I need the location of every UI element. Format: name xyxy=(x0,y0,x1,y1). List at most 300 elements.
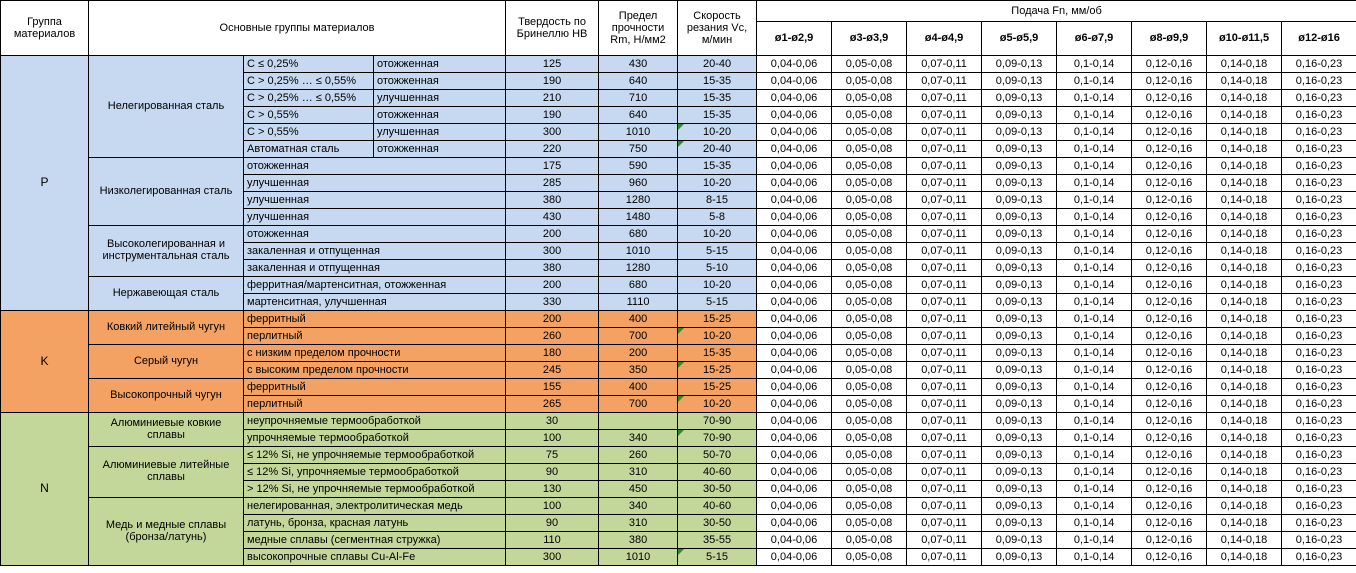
feed-value-cell: 0,14-0,18 xyxy=(1207,464,1282,481)
feed-diameter-header: ø5-ø5,9 xyxy=(982,22,1057,56)
feed-value-cell: 0,09-0,13 xyxy=(982,226,1057,243)
feed-value-cell: 0,12-0,16 xyxy=(1132,498,1207,515)
header-brinell-hardness: Твердость по Бринеллю HB xyxy=(506,1,599,56)
material-state-cell: отожженная xyxy=(374,73,506,90)
strength-cell: 1010 xyxy=(599,549,678,566)
strength-cell: 1480 xyxy=(599,209,678,226)
header-tensile-strength: Предел прочности Rm, Н/мм2 xyxy=(599,1,678,56)
feed-value-cell: 0,1-0,14 xyxy=(1057,294,1132,311)
feed-value-cell: 0,1-0,14 xyxy=(1057,192,1132,209)
speed-cell: 15-35 xyxy=(678,158,757,175)
feed-value-cell: 0,16-0,23 xyxy=(1282,464,1356,481)
feed-value-cell: 0,1-0,14 xyxy=(1057,124,1132,141)
hardness-cell: 180 xyxy=(506,345,599,362)
speed-cell: 35-55 xyxy=(678,532,757,549)
speed-cell: 10-20 xyxy=(678,226,757,243)
feed-value-cell: 0,14-0,18 xyxy=(1207,294,1282,311)
feed-value-cell: 0,04-0,06 xyxy=(757,158,832,175)
hardness-cell: 125 xyxy=(506,56,599,73)
feed-value-cell: 0,07-0,11 xyxy=(907,498,982,515)
feed-value-cell: 0,05-0,08 xyxy=(832,175,907,192)
feed-value-cell: 0,1-0,14 xyxy=(1057,311,1132,328)
speed-cell: 70-90 xyxy=(678,430,757,447)
material-row xyxy=(1,413,1356,430)
feed-value-cell: 0,07-0,11 xyxy=(907,141,982,158)
hardness-cell: 210 xyxy=(506,90,599,107)
hardness-cell: 330 xyxy=(506,294,599,311)
speed-cell: 15-25 xyxy=(678,311,757,328)
feed-value-cell: 0,04-0,06 xyxy=(757,277,832,294)
feed-value-cell: 0,09-0,13 xyxy=(982,311,1057,328)
feed-value-cell: 0,12-0,16 xyxy=(1132,243,1207,260)
feed-value-cell: 0,04-0,06 xyxy=(757,481,832,498)
material-detail-cell: с высоким пределом прочности xyxy=(244,362,506,379)
feed-value-cell: 0,1-0,14 xyxy=(1057,209,1132,226)
feed-value-cell: 0,07-0,11 xyxy=(907,209,982,226)
material-row xyxy=(1,56,1356,73)
material-row xyxy=(1,158,1356,175)
material-detail-cell: C > 0,25% … ≤ 0,55% xyxy=(244,90,374,107)
feed-value-cell: 0,14-0,18 xyxy=(1207,532,1282,549)
speed-cell: 10-20 xyxy=(678,124,757,141)
material-detail-cell: мартенситная, улучшенная xyxy=(244,294,506,311)
feed-value-cell: 0,04-0,06 xyxy=(757,73,832,90)
subgroup-name-cell: Высокопрочный чугун xyxy=(89,379,244,413)
feed-value-cell: 0,09-0,13 xyxy=(982,498,1057,515)
feed-value-cell: 0,07-0,11 xyxy=(907,379,982,396)
feed-value-cell: 0,05-0,08 xyxy=(832,532,907,549)
hardness-cell: 190 xyxy=(506,107,599,124)
speed-cell: 30-50 xyxy=(678,481,757,498)
strength-cell xyxy=(599,413,678,430)
feed-value-cell: 0,04-0,06 xyxy=(757,328,832,345)
strength-cell: 450 xyxy=(599,481,678,498)
feed-value-cell: 0,04-0,06 xyxy=(757,413,832,430)
feed-value-cell: 0,04-0,06 xyxy=(757,56,832,73)
feed-value-cell: 0,07-0,11 xyxy=(907,243,982,260)
material-detail-cell: неупрочняемые термообработкой xyxy=(244,413,506,430)
feed-value-cell: 0,14-0,18 xyxy=(1207,175,1282,192)
feed-value-cell: 0,05-0,08 xyxy=(832,430,907,447)
subgroup-name-cell: Нелегированная сталь xyxy=(89,56,244,158)
feed-value-cell: 0,16-0,23 xyxy=(1282,141,1356,158)
feed-value-cell: 0,09-0,13 xyxy=(982,107,1057,124)
feed-value-cell: 0,05-0,08 xyxy=(832,107,907,124)
feed-value-cell: 0,12-0,16 xyxy=(1132,328,1207,345)
speed-cell: 50-70 xyxy=(678,447,757,464)
feed-value-cell: 0,09-0,13 xyxy=(982,277,1057,294)
hardness-cell: 245 xyxy=(506,362,599,379)
feed-value-cell: 0,07-0,11 xyxy=(907,515,982,532)
feed-value-cell: 0,07-0,11 xyxy=(907,90,982,107)
feed-value-cell: 0,07-0,11 xyxy=(907,481,982,498)
hardness-cell: 260 xyxy=(506,328,599,345)
feed-value-cell: 0,12-0,16 xyxy=(1132,192,1207,209)
feed-value-cell: 0,16-0,23 xyxy=(1282,124,1356,141)
feed-value-cell: 0,14-0,18 xyxy=(1207,379,1282,396)
feed-value-cell: 0,04-0,06 xyxy=(757,345,832,362)
material-detail-cell: латунь, бронза, красная латунь xyxy=(244,515,506,532)
speed-cell: 5-15 xyxy=(678,294,757,311)
feed-value-cell: 0,16-0,23 xyxy=(1282,107,1356,124)
feed-value-cell: 0,1-0,14 xyxy=(1057,175,1132,192)
material-detail-cell: перлитный xyxy=(244,328,506,345)
feed-value-cell: 0,12-0,16 xyxy=(1132,124,1207,141)
feed-value-cell: 0,09-0,13 xyxy=(982,379,1057,396)
material-detail-cell: нелегированная, электролитическая медь xyxy=(244,498,506,515)
hardness-cell: 300 xyxy=(506,243,599,260)
feed-value-cell: 0,05-0,08 xyxy=(832,311,907,328)
feed-value-cell: 0,05-0,08 xyxy=(832,515,907,532)
feed-value-cell: 0,16-0,23 xyxy=(1282,532,1356,549)
speed-cell: 15-35 xyxy=(678,107,757,124)
feed-value-cell: 0,09-0,13 xyxy=(982,345,1057,362)
feed-value-cell: 0,07-0,11 xyxy=(907,294,982,311)
feed-value-cell: 0,09-0,13 xyxy=(982,515,1057,532)
feed-value-cell: 0,04-0,06 xyxy=(757,226,832,243)
feed-value-cell: 0,12-0,16 xyxy=(1132,396,1207,413)
feed-value-cell: 0,12-0,16 xyxy=(1132,311,1207,328)
header-cutting-speed: Скорость резания Vc, м/мин xyxy=(678,1,757,56)
feed-value-cell: 0,12-0,16 xyxy=(1132,515,1207,532)
feed-value-cell: 0,14-0,18 xyxy=(1207,549,1282,566)
group-letter-cell: P xyxy=(1,56,89,311)
feed-value-cell: 0,05-0,08 xyxy=(832,56,907,73)
material-row xyxy=(1,447,1356,464)
feed-value-cell: 0,1-0,14 xyxy=(1057,396,1132,413)
feed-value-cell: 0,05-0,08 xyxy=(832,481,907,498)
feed-value-cell: 0,1-0,14 xyxy=(1057,243,1132,260)
feed-diameter-header: ø8-ø9,9 xyxy=(1132,22,1207,56)
speed-cell: 15-35 xyxy=(678,90,757,107)
material-detail-cell: ферритная/мартенситная, отожженная xyxy=(244,277,506,294)
material-detail-cell: ферритный xyxy=(244,379,506,396)
feed-value-cell: 0,04-0,06 xyxy=(757,243,832,260)
material-detail-cell: отожженная xyxy=(244,226,506,243)
feed-value-cell: 0,05-0,08 xyxy=(832,328,907,345)
feed-value-cell: 0,1-0,14 xyxy=(1057,90,1132,107)
feed-value-cell: 0,05-0,08 xyxy=(832,192,907,209)
feed-value-cell: 0,14-0,18 xyxy=(1207,396,1282,413)
hardness-cell: 75 xyxy=(506,447,599,464)
feed-value-cell: 0,14-0,18 xyxy=(1207,515,1282,532)
strength-cell: 710 xyxy=(599,90,678,107)
feed-value-cell: 0,16-0,23 xyxy=(1282,498,1356,515)
material-detail-cell: ферритный xyxy=(244,311,506,328)
feed-value-cell: 0,14-0,18 xyxy=(1207,447,1282,464)
feed-value-cell: 0,14-0,18 xyxy=(1207,345,1282,362)
feed-value-cell: 0,12-0,16 xyxy=(1132,379,1207,396)
feed-value-cell: 0,12-0,16 xyxy=(1132,175,1207,192)
feed-value-cell: 0,16-0,23 xyxy=(1282,515,1356,532)
feed-value-cell: 0,07-0,11 xyxy=(907,430,982,447)
hardness-cell: 90 xyxy=(506,464,599,481)
feed-value-cell: 0,16-0,23 xyxy=(1282,311,1356,328)
strength-cell: 750 xyxy=(599,141,678,158)
strength-cell: 1010 xyxy=(599,243,678,260)
feed-value-cell: 0,07-0,11 xyxy=(907,260,982,277)
feed-value-cell: 0,14-0,18 xyxy=(1207,243,1282,260)
feed-value-cell: 0,1-0,14 xyxy=(1057,464,1132,481)
material-detail-cell: перлитный xyxy=(244,396,506,413)
feed-value-cell: 0,07-0,11 xyxy=(907,345,982,362)
feed-value-cell: 0,07-0,11 xyxy=(907,413,982,430)
feed-value-cell: 0,16-0,23 xyxy=(1282,260,1356,277)
feed-value-cell: 0,07-0,11 xyxy=(907,328,982,345)
subgroup-name-cell: Нержавеющая сталь xyxy=(89,277,244,311)
feed-value-cell: 0,05-0,08 xyxy=(832,124,907,141)
feed-value-cell: 0,12-0,16 xyxy=(1132,141,1207,158)
feed-value-cell: 0,09-0,13 xyxy=(982,413,1057,430)
hardness-cell: 380 xyxy=(506,260,599,277)
feed-value-cell: 0,09-0,13 xyxy=(982,362,1057,379)
feed-value-cell: 0,12-0,16 xyxy=(1132,430,1207,447)
feed-value-cell: 0,09-0,13 xyxy=(982,56,1057,73)
feed-value-cell: 0,05-0,08 xyxy=(832,294,907,311)
feed-value-cell: 0,05-0,08 xyxy=(832,498,907,515)
speed-cell: 40-60 xyxy=(678,498,757,515)
feed-value-cell: 0,14-0,18 xyxy=(1207,56,1282,73)
feed-value-cell: 0,1-0,14 xyxy=(1057,56,1132,73)
feed-value-cell: 0,04-0,06 xyxy=(757,515,832,532)
feed-value-cell: 0,12-0,16 xyxy=(1132,260,1207,277)
speed-cell: 20-40 xyxy=(678,141,757,158)
feed-value-cell: 0,14-0,18 xyxy=(1207,141,1282,158)
feed-value-cell: 0,14-0,18 xyxy=(1207,328,1282,345)
feed-value-cell: 0,16-0,23 xyxy=(1282,209,1356,226)
strength-cell: 680 xyxy=(599,226,678,243)
feed-value-cell: 0,07-0,11 xyxy=(907,73,982,90)
material-detail-cell: C ≤ 0,25% xyxy=(244,56,374,73)
strength-cell: 1280 xyxy=(599,260,678,277)
strength-cell: 350 xyxy=(599,362,678,379)
material-row xyxy=(1,345,1356,362)
feed-diameter-header: ø3-ø3,9 xyxy=(832,22,907,56)
feed-value-cell: 0,12-0,16 xyxy=(1132,294,1207,311)
feed-value-cell: 0,16-0,23 xyxy=(1282,56,1356,73)
feed-value-cell: 0,09-0,13 xyxy=(982,481,1057,498)
material-state-cell: отожженная xyxy=(374,56,506,73)
material-detail-cell: закаленная и отпущенная xyxy=(244,260,506,277)
feed-value-cell: 0,12-0,16 xyxy=(1132,413,1207,430)
feed-value-cell: 0,12-0,16 xyxy=(1132,158,1207,175)
strength-cell: 640 xyxy=(599,73,678,90)
hardness-cell: 200 xyxy=(506,277,599,294)
feed-value-cell: 0,09-0,13 xyxy=(982,73,1057,90)
feed-value-cell: 0,04-0,06 xyxy=(757,498,832,515)
feed-value-cell: 0,04-0,06 xyxy=(757,124,832,141)
feed-value-cell: 0,04-0,06 xyxy=(757,141,832,158)
feed-value-cell: 0,07-0,11 xyxy=(907,192,982,209)
subgroup-name-cell: Алюминиевые литейные сплавы xyxy=(89,447,244,498)
feed-value-cell: 0,16-0,23 xyxy=(1282,294,1356,311)
feed-value-cell: 0,14-0,18 xyxy=(1207,158,1282,175)
feed-value-cell: 0,07-0,11 xyxy=(907,107,982,124)
feed-diameter-header: ø4-ø4,9 xyxy=(907,22,982,56)
hardness-cell: 100 xyxy=(506,498,599,515)
feed-value-cell: 0,09-0,13 xyxy=(982,192,1057,209)
material-row xyxy=(1,379,1356,396)
group-letter-cell: N xyxy=(1,413,89,566)
feed-value-cell: 0,09-0,13 xyxy=(982,158,1057,175)
feed-value-cell: 0,1-0,14 xyxy=(1057,328,1132,345)
feed-value-cell: 0,14-0,18 xyxy=(1207,209,1282,226)
subgroup-name-cell: Ковкий литейный чугун xyxy=(89,311,244,345)
feed-value-cell: 0,12-0,16 xyxy=(1132,345,1207,362)
material-detail-cell: ≤ 12% Si, упрочняемые термообработкой xyxy=(244,464,506,481)
hardness-cell: 100 xyxy=(506,430,599,447)
material-detail-cell: упрочняемые термообработкой xyxy=(244,430,506,447)
hardness-cell: 200 xyxy=(506,226,599,243)
feed-value-cell: 0,16-0,23 xyxy=(1282,362,1356,379)
feed-value-cell: 0,1-0,14 xyxy=(1057,277,1132,294)
material-state-cell: улучшенная xyxy=(374,124,506,141)
hardness-cell: 285 xyxy=(506,175,599,192)
feed-value-cell: 0,14-0,18 xyxy=(1207,226,1282,243)
strength-cell: 380 xyxy=(599,532,678,549)
feed-value-cell: 0,14-0,18 xyxy=(1207,107,1282,124)
feed-value-cell: 0,12-0,16 xyxy=(1132,481,1207,498)
hardness-cell: 300 xyxy=(506,124,599,141)
feed-value-cell: 0,14-0,18 xyxy=(1207,481,1282,498)
feed-value-cell: 0,07-0,11 xyxy=(907,226,982,243)
feed-value-cell: 0,12-0,16 xyxy=(1132,209,1207,226)
feed-value-cell: 0,04-0,06 xyxy=(757,464,832,481)
material-row xyxy=(1,498,1356,515)
feed-value-cell: 0,12-0,16 xyxy=(1132,362,1207,379)
strength-cell: 340 xyxy=(599,498,678,515)
material-detail-cell: отожженная xyxy=(244,158,506,175)
feed-value-cell: 0,07-0,11 xyxy=(907,277,982,294)
feed-value-cell: 0,04-0,06 xyxy=(757,192,832,209)
feed-value-cell: 0,12-0,16 xyxy=(1132,73,1207,90)
speed-cell: 5-15 xyxy=(678,243,757,260)
feed-value-cell: 0,14-0,18 xyxy=(1207,90,1282,107)
feed-value-cell: 0,12-0,16 xyxy=(1132,56,1207,73)
feed-value-cell: 0,12-0,16 xyxy=(1132,277,1207,294)
feed-value-cell: 0,09-0,13 xyxy=(982,175,1057,192)
strength-cell: 1010 xyxy=(599,124,678,141)
feed-value-cell: 0,14-0,18 xyxy=(1207,362,1282,379)
feed-value-cell: 0,1-0,14 xyxy=(1057,515,1132,532)
feed-value-cell: 0,1-0,14 xyxy=(1057,260,1132,277)
feed-value-cell: 0,05-0,08 xyxy=(832,447,907,464)
feed-value-cell: 0,07-0,11 xyxy=(907,311,982,328)
speed-cell: 15-25 xyxy=(678,362,757,379)
feed-value-cell: 0,05-0,08 xyxy=(832,226,907,243)
strength-cell: 680 xyxy=(599,277,678,294)
feed-value-cell: 0,1-0,14 xyxy=(1057,379,1132,396)
speed-cell: 40-60 xyxy=(678,464,757,481)
feed-value-cell: 0,1-0,14 xyxy=(1057,447,1132,464)
feed-diameter-header: ø10-ø11,5 xyxy=(1207,22,1282,56)
feed-value-cell: 0,16-0,23 xyxy=(1282,73,1356,90)
feed-value-cell: 0,05-0,08 xyxy=(832,396,907,413)
strength-cell: 260 xyxy=(599,447,678,464)
feed-value-cell: 0,05-0,08 xyxy=(832,260,907,277)
feed-value-cell: 0,09-0,13 xyxy=(982,141,1057,158)
feed-value-cell: 0,1-0,14 xyxy=(1057,73,1132,90)
feed-value-cell: 0,05-0,08 xyxy=(832,549,907,566)
material-detail-cell: ≤ 12% Si, не упрочняемые термообработкой xyxy=(244,447,506,464)
feed-value-cell: 0,09-0,13 xyxy=(982,90,1057,107)
subgroup-name-cell: Высоколегированная и инструментальная сталь xyxy=(89,226,244,277)
material-detail-cell: C > 0,25% … ≤ 0,55% xyxy=(244,73,374,90)
strength-cell: 310 xyxy=(599,515,678,532)
feed-value-cell: 0,09-0,13 xyxy=(982,549,1057,566)
feed-value-cell: 0,16-0,23 xyxy=(1282,396,1356,413)
feed-value-cell: 0,05-0,08 xyxy=(832,90,907,107)
feed-value-cell: 0,04-0,06 xyxy=(757,175,832,192)
feed-value-cell: 0,1-0,14 xyxy=(1057,498,1132,515)
speed-cell: 5-10 xyxy=(678,260,757,277)
feed-value-cell: 0,16-0,23 xyxy=(1282,447,1356,464)
feed-value-cell: 0,04-0,06 xyxy=(757,209,832,226)
hardness-cell: 300 xyxy=(506,549,599,566)
feed-value-cell: 0,07-0,11 xyxy=(907,124,982,141)
material-detail-cell: улучшенная xyxy=(244,175,506,192)
feed-value-cell: 0,14-0,18 xyxy=(1207,260,1282,277)
feed-value-cell: 0,14-0,18 xyxy=(1207,73,1282,90)
material-detail-cell: Автоматная сталь xyxy=(244,141,374,158)
feed-value-cell: 0,09-0,13 xyxy=(982,396,1057,413)
feed-value-cell: 0,04-0,06 xyxy=(757,549,832,566)
feed-value-cell: 0,16-0,23 xyxy=(1282,328,1356,345)
material-detail-cell: с низким пределом прочности xyxy=(244,345,506,362)
hardness-cell: 30 xyxy=(506,413,599,430)
speed-cell: 20-40 xyxy=(678,56,757,73)
strength-cell: 430 xyxy=(599,56,678,73)
hardness-cell: 175 xyxy=(506,158,599,175)
group-letter-cell: K xyxy=(1,311,89,413)
strength-cell: 1110 xyxy=(599,294,678,311)
feed-value-cell: 0,1-0,14 xyxy=(1057,413,1132,430)
feed-value-cell: 0,16-0,23 xyxy=(1282,175,1356,192)
speed-cell: 10-20 xyxy=(678,277,757,294)
strength-cell: 700 xyxy=(599,328,678,345)
feed-value-cell: 0,1-0,14 xyxy=(1057,107,1132,124)
feed-value-cell: 0,05-0,08 xyxy=(832,464,907,481)
feed-value-cell: 0,09-0,13 xyxy=(982,447,1057,464)
header-main-groups: Основные группы материалов xyxy=(89,1,506,56)
feed-value-cell: 0,12-0,16 xyxy=(1132,532,1207,549)
feed-value-cell: 0,16-0,23 xyxy=(1282,192,1356,209)
feed-value-cell: 0,14-0,18 xyxy=(1207,277,1282,294)
material-detail-cell: высокопрочные сплавы Cu-Al-Fe xyxy=(244,549,506,566)
feed-value-cell: 0,09-0,13 xyxy=(982,328,1057,345)
hardness-cell: 265 xyxy=(506,396,599,413)
feed-value-cell: 0,07-0,11 xyxy=(907,396,982,413)
speed-cell: 70-90 xyxy=(678,413,757,430)
feed-value-cell: 0,12-0,16 xyxy=(1132,226,1207,243)
feed-value-cell: 0,16-0,23 xyxy=(1282,226,1356,243)
feed-value-cell: 0,14-0,18 xyxy=(1207,430,1282,447)
feed-value-cell: 0,16-0,23 xyxy=(1282,379,1356,396)
feed-diameter-header: ø6-ø7,9 xyxy=(1057,22,1132,56)
strength-cell: 700 xyxy=(599,396,678,413)
feed-value-cell: 0,1-0,14 xyxy=(1057,532,1132,549)
feed-value-cell: 0,05-0,08 xyxy=(832,209,907,226)
feed-value-cell: 0,09-0,13 xyxy=(982,243,1057,260)
hardness-cell: 90 xyxy=(506,515,599,532)
speed-cell: 10-20 xyxy=(678,328,757,345)
feed-value-cell: 0,12-0,16 xyxy=(1132,107,1207,124)
hardness-cell: 220 xyxy=(506,141,599,158)
material-row xyxy=(1,277,1356,294)
strength-cell: 960 xyxy=(599,175,678,192)
header-row-top xyxy=(1,1,1356,22)
feed-value-cell: 0,05-0,08 xyxy=(832,362,907,379)
